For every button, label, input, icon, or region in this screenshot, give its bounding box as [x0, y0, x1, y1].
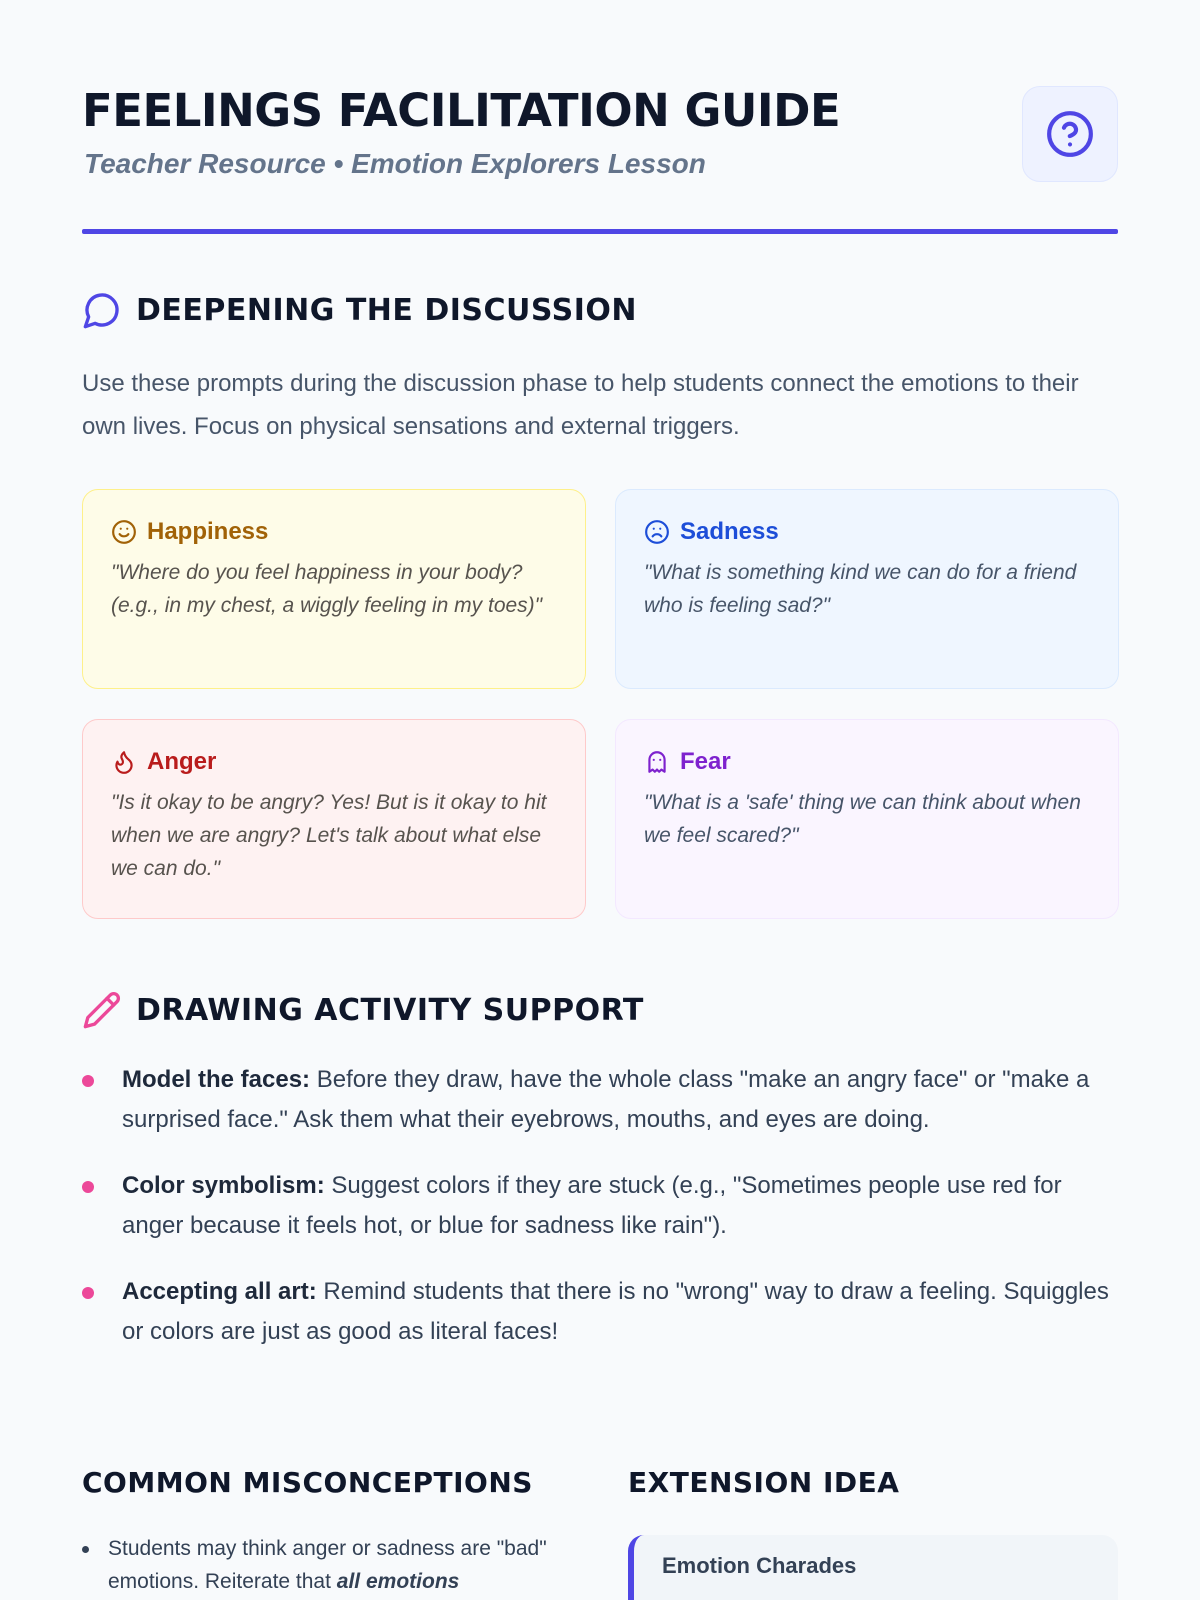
tip-label: Color symbolism:	[122, 1172, 325, 1199]
card-title: Happiness	[147, 518, 269, 545]
tip-text: Suggest colors if they are stuck (e.g., "Sometimes people use red for anger because it feels hot, or blue for sadness like rain").	[122, 1172, 1062, 1239]
pencil-icon	[82, 990, 122, 1030]
drawing-heading	[82, 990, 644, 1030]
smile-face-icon	[111, 519, 137, 545]
card-title: Sadness	[680, 518, 779, 545]
extension-card	[628, 1535, 1118, 1600]
drawing-tips-list	[82, 1060, 1118, 1378]
list-item	[82, 1272, 1118, 1352]
extension-title: Emotion Charades	[662, 1553, 857, 1578]
misconception-text: Students may think anger or sadness are "bad" emotions. Reiterate that	[108, 1537, 547, 1593]
discussion-heading	[82, 290, 637, 330]
bullet-dot	[82, 1181, 94, 1193]
page-subtitle: Teacher Resource • Emotion Explorers Lesson	[84, 148, 706, 179]
list-item	[82, 1060, 1118, 1140]
tip-text: Remind students that there is no "wrong" way to draw a feeling. Squiggles or colors are just as good as literal faces!	[122, 1278, 1109, 1345]
card-quote: "Is it okay to be angry? Yes! But is it okay to hit when we are angry? Let's talk about what else we can do."	[111, 791, 547, 880]
extension-heading: EXTENSION IDEA	[628, 1466, 900, 1499]
card-quote: "What is a 'safe' thing we can think about when we feel scared?"	[644, 791, 1081, 847]
bullet-dot	[82, 1287, 94, 1299]
card-quote: "What is something kind we can do for a friend who is feeling sad?"	[644, 561, 1077, 617]
page-title: FEELINGS FACILITATION GUIDE	[82, 84, 841, 137]
help-button[interactable]	[1022, 86, 1118, 182]
list-item	[82, 1166, 1118, 1246]
bullet-dot	[82, 1546, 89, 1553]
list-item	[82, 1532, 582, 1598]
ghost-icon	[644, 749, 670, 775]
tip-label: Accepting all art:	[122, 1278, 317, 1305]
card-title: Fear	[680, 748, 731, 775]
discussion-intro: Use these prompts during the discussion phase to help students connect the emotions to their own lives. Focus on physical sensations and external triggers.	[82, 370, 1079, 440]
page-header	[82, 80, 1118, 240]
card-title: Anger	[147, 748, 217, 775]
prompt-card-sadness	[615, 489, 1119, 689]
tip-text: Before they draw, have the whole class "make an angry face" or "make a surprised face." Ask them what their eyebrows, mouths, and eyes are doing.	[122, 1066, 1090, 1133]
drawing-heading-text: DRAWING ACTIVITY SUPPORT	[136, 992, 644, 1028]
misconceptions-list	[82, 1532, 582, 1598]
discussion-heading-text: DEEPENING THE DISCUSSION	[136, 292, 638, 328]
misconception-emphasis: all emotions	[336, 1570, 460, 1593]
bullet-dot	[82, 1075, 94, 1087]
prompt-card-anger	[82, 719, 586, 919]
question-circle-icon	[1045, 109, 1095, 159]
chat-bubble-icon	[82, 290, 122, 330]
prompt-card-happiness	[82, 489, 586, 689]
prompt-card-fear	[615, 719, 1119, 919]
card-quote: "Where do you feel happiness in your body? (e.g., in my chest, a wiggly feeling in my toes)"	[111, 561, 543, 617]
header-divider	[82, 229, 1118, 234]
tip-label: Model the faces:	[122, 1066, 311, 1093]
sad-face-icon	[644, 519, 670, 545]
flame-icon	[111, 749, 137, 775]
misconceptions-heading: COMMON MISCONCEPTIONS	[82, 1466, 533, 1499]
